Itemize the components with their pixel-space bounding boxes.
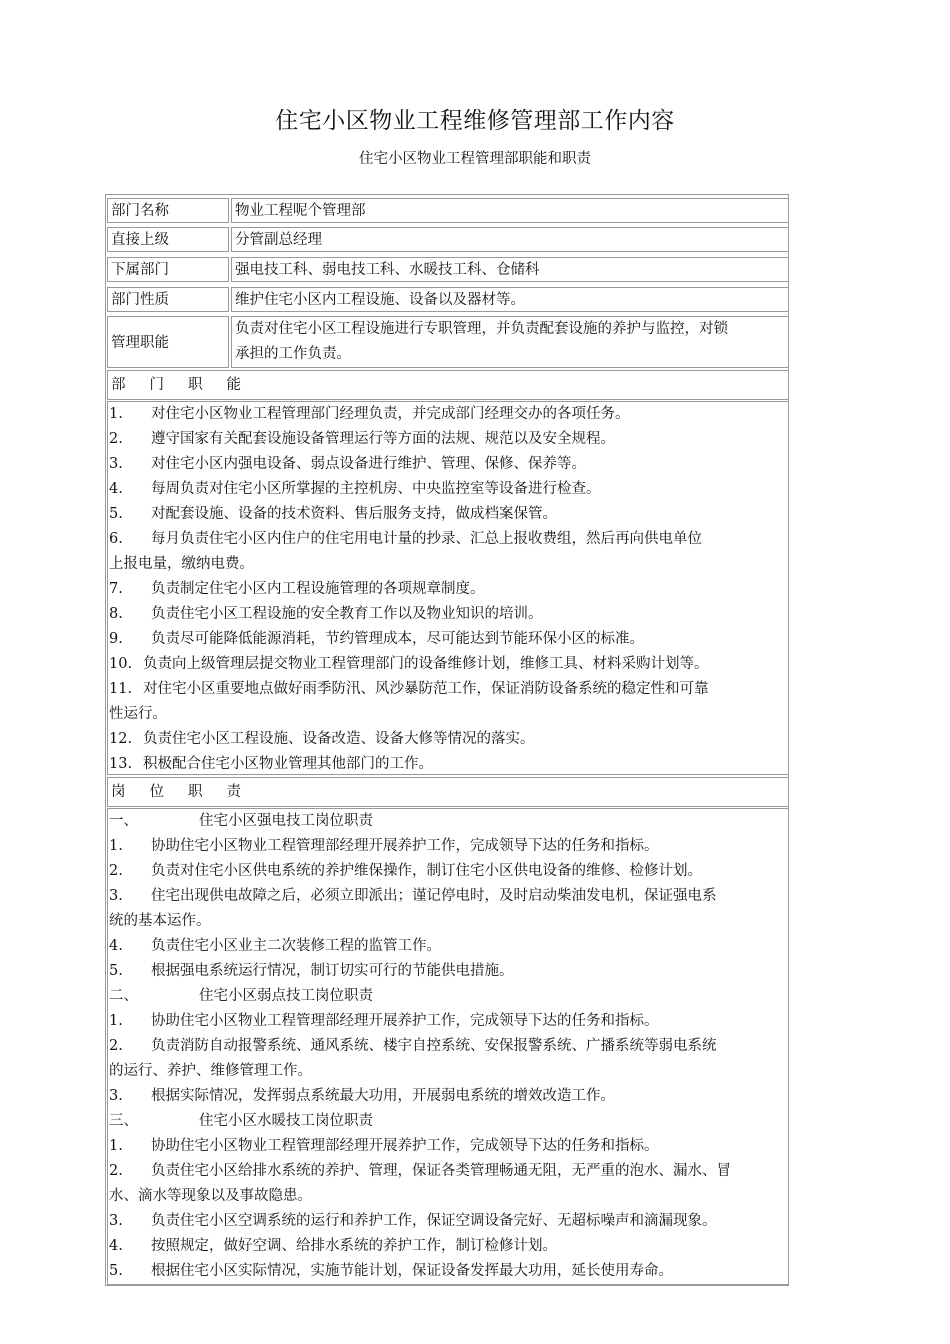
item-text: 负责制定住宅小区内工程设施管理的各项规章制度。 [151,581,485,597]
list-item [108,677,788,702]
info-key: 部门名称 [107,198,229,223]
list-item [108,1159,788,1184]
item-text: 协助住宅小区物业工程管理部经理开展养护工作，完成领导下达的任务和指标。 [151,1138,659,1154]
item-number: 2. [109,1163,123,1179]
item-number: 4. [109,1238,123,1254]
item-text: 水、滴水等现象以及事故隐患。 [109,1188,312,1204]
list-item [108,502,788,527]
item-number: 5. [109,506,123,522]
info-key: 直接上级 [107,227,229,252]
item-number: 1. [109,1013,123,1029]
list-item [108,652,788,677]
list-item [108,1084,788,1109]
item-text: 负责住宅小区给排水系统的养护、管理，保证各类管理畅通无阻，无严重的泡水、漏水、冒 [151,1163,731,1179]
info-key: 部门性质 [107,287,229,312]
item-text: 负责住宅小区工程设施的安全教育工作以及物业知识的培训。 [151,606,543,622]
item-number: 8. [109,606,123,622]
item-text: 负责对住宅小区供电系统的养护维保操作，制订住宅小区供电设备的维修、检修计划。 [151,863,702,879]
list-item [108,909,788,934]
item-number: 3. [109,456,123,472]
item-text: 负责住宅小区空调系统的运行和养护工作，保证空调设备完好、无超标噪声和滴漏现象。 [151,1213,717,1229]
list-item [108,1059,788,1084]
item-text: 协助住宅小区物业工程管理部经理开展养护工作，完成领导下达的任务和指标。 [151,838,659,854]
document-title: 住宅小区物业工程维修管理部工作内容 [275,108,675,134]
group-number: 三、 [109,1113,138,1129]
list-item [108,1259,788,1284]
list-item [108,727,788,752]
item-number: 2. [109,431,123,447]
functions-list [107,401,789,775]
item-number: 3. [109,888,123,904]
item-number: 6. [109,531,123,547]
item-text: 按照规定，做好空调、给排水系统的养护工作，制订检修计划。 [151,1238,557,1254]
info-row-sub-departments [107,257,789,282]
list-item [108,752,788,777]
item-number: 1. [109,1138,123,1154]
duty-group-title [108,1109,788,1134]
item-number: 2. [109,863,123,879]
item-text: 根据强电系统运行情况，制订切实可行的节能供电措施。 [151,963,514,979]
item-text: 对配套设施、设备的技术资料、售后服务支持，做成档案保管。 [151,506,557,522]
info-row-department-nature [107,287,789,312]
duties-list [107,808,789,1285]
item-number: 5. [109,963,123,979]
content-table [105,194,789,1286]
item-number: 10. [109,656,133,672]
item-text: 的运行、养护、维修管理工作。 [109,1063,312,1079]
list-item [108,934,788,959]
item-number: 4. [109,938,123,954]
item-text: 负责向上级管理层提交物业工程管理部门的设备维修计划，维修工具、材料采购计划等。 [143,656,709,672]
list-item [108,602,788,627]
document-subtitle: 住宅小区物业工程管理部职能和职责 [359,151,591,167]
functions-heading [107,370,789,400]
info-value: 维护住宅小区内工程设施、设备以及器材等。 [231,287,789,312]
item-text: 统的基本运作。 [109,913,211,929]
list-item [108,834,788,859]
group-title-text: 住宅小区水暖技工岗位职责 [199,1113,373,1129]
item-number: 4. [109,481,123,497]
item-text: 协助住宅小区物业工程管理部经理开展养护工作，完成领导下达的任务和指标。 [151,1013,659,1029]
group-title-text: 住宅小区弱点技工岗位职责 [199,988,373,1004]
item-text: 积极配合住宅小区物业管理其他部门的工作。 [143,756,433,772]
item-text: 每月负责住宅小区内住户的住宅用电计量的抄录、汇总上报收费组，然后再向供电单位 [151,531,702,547]
item-text: 对住宅小区物业工程管理部门经理负责，并完成部门经理交办的各项任务。 [151,406,630,422]
list-item [108,1009,788,1034]
list-item [108,427,788,452]
duties-heading-text: 岗位职责 [111,784,265,800]
list-item [108,1234,788,1259]
list-item [108,1184,788,1209]
item-text: 上报电量，缴纳电费。 [109,556,254,572]
list-item [108,1034,788,1059]
info-key: 下属部门 [107,257,229,282]
item-number: 5. [109,1263,123,1279]
group-title-text: 住宅小区强电技工岗位职责 [199,813,373,829]
duty-group-title [108,809,788,834]
item-number: 1. [109,406,123,422]
info-value: 物业工程呢个管理部 [231,198,789,223]
list-item [108,859,788,884]
item-text: 负责住宅小区业主二次装修工程的监管工作。 [151,938,441,954]
list-item [108,1209,788,1234]
info-row-superior [107,227,789,252]
item-number: 2. [109,1038,123,1054]
list-item [108,1134,788,1159]
item-text: 负责消防自动报警系统、通风系统、楼宇自控系统、安保报警系统、广播系统等弱电系统 [151,1038,717,1054]
item-text: 性运行。 [109,706,167,722]
item-number: 9. [109,631,123,647]
group-number: 一、 [109,813,138,829]
item-text: 负责住宅小区工程设施、设备改造、设备大修等情况的落实。 [143,731,535,747]
info-row-department-name [107,198,789,223]
item-text: 对住宅小区内强电设备、弱点设备进行维护、管理、保修、保养等。 [151,456,586,472]
duties-heading [107,777,789,807]
item-text: 遵守国家有关配套设施设备管理运行等方面的法规、规范以及安全规程。 [151,431,615,447]
info-value: 强电技工科、弱电技工科、水暖技工科、仓储科 [231,257,789,282]
item-number: 3. [109,1213,123,1229]
list-item [108,702,788,727]
management-line: 负责对住宅小区工程设施进行专职管理，并负责配套设施的养护与监控，对锁 [235,321,728,337]
item-text: 负责尽可能降低能源消耗，节约管理成本，尽可能达到节能环保小区的标准。 [151,631,644,647]
list-item [108,552,788,577]
item-text: 对住宅小区重要地点做好雨季防汛、风沙暴防范工作，保证消防设备系统的稳定性和可靠 [143,681,709,697]
item-text: 每周负责对住宅小区所掌握的主控机房、中央监控室等设备进行检查。 [151,481,601,497]
item-text: 住宅出现供电故障之后，必须立即派出；谨记停电时，及时启动柴油发电机，保证强电系 [151,888,717,904]
list-item [108,577,788,602]
list-item [108,527,788,552]
functions-heading-text: 部门职能 [111,377,265,393]
info-value [231,316,789,368]
list-item [108,402,788,427]
item-number: 3. [109,1088,123,1104]
list-item [108,452,788,477]
info-value: 分管副总经理 [231,227,789,252]
info-key: 管理职能 [107,316,229,368]
item-number: 7. [109,581,123,597]
list-item [108,959,788,984]
group-number: 二、 [109,988,138,1004]
duty-group-title [108,984,788,1009]
item-number: 13. [109,756,133,772]
list-item [108,477,788,502]
info-row-management [107,316,789,368]
list-item [108,884,788,909]
item-number: 11. [109,681,133,697]
item-number: 1. [109,838,123,854]
item-text: 根据住宅小区实际情况，实施节能计划，保证设备发挥最大功用，延长使用寿命。 [151,1263,673,1279]
list-item [108,627,788,652]
item-text: 根据实际情况，发挥弱点系统最大功用，开展弱电系统的增效改造工作。 [151,1088,615,1104]
management-line: 承担的工作负责。 [235,346,351,362]
item-number: 12. [109,731,133,747]
